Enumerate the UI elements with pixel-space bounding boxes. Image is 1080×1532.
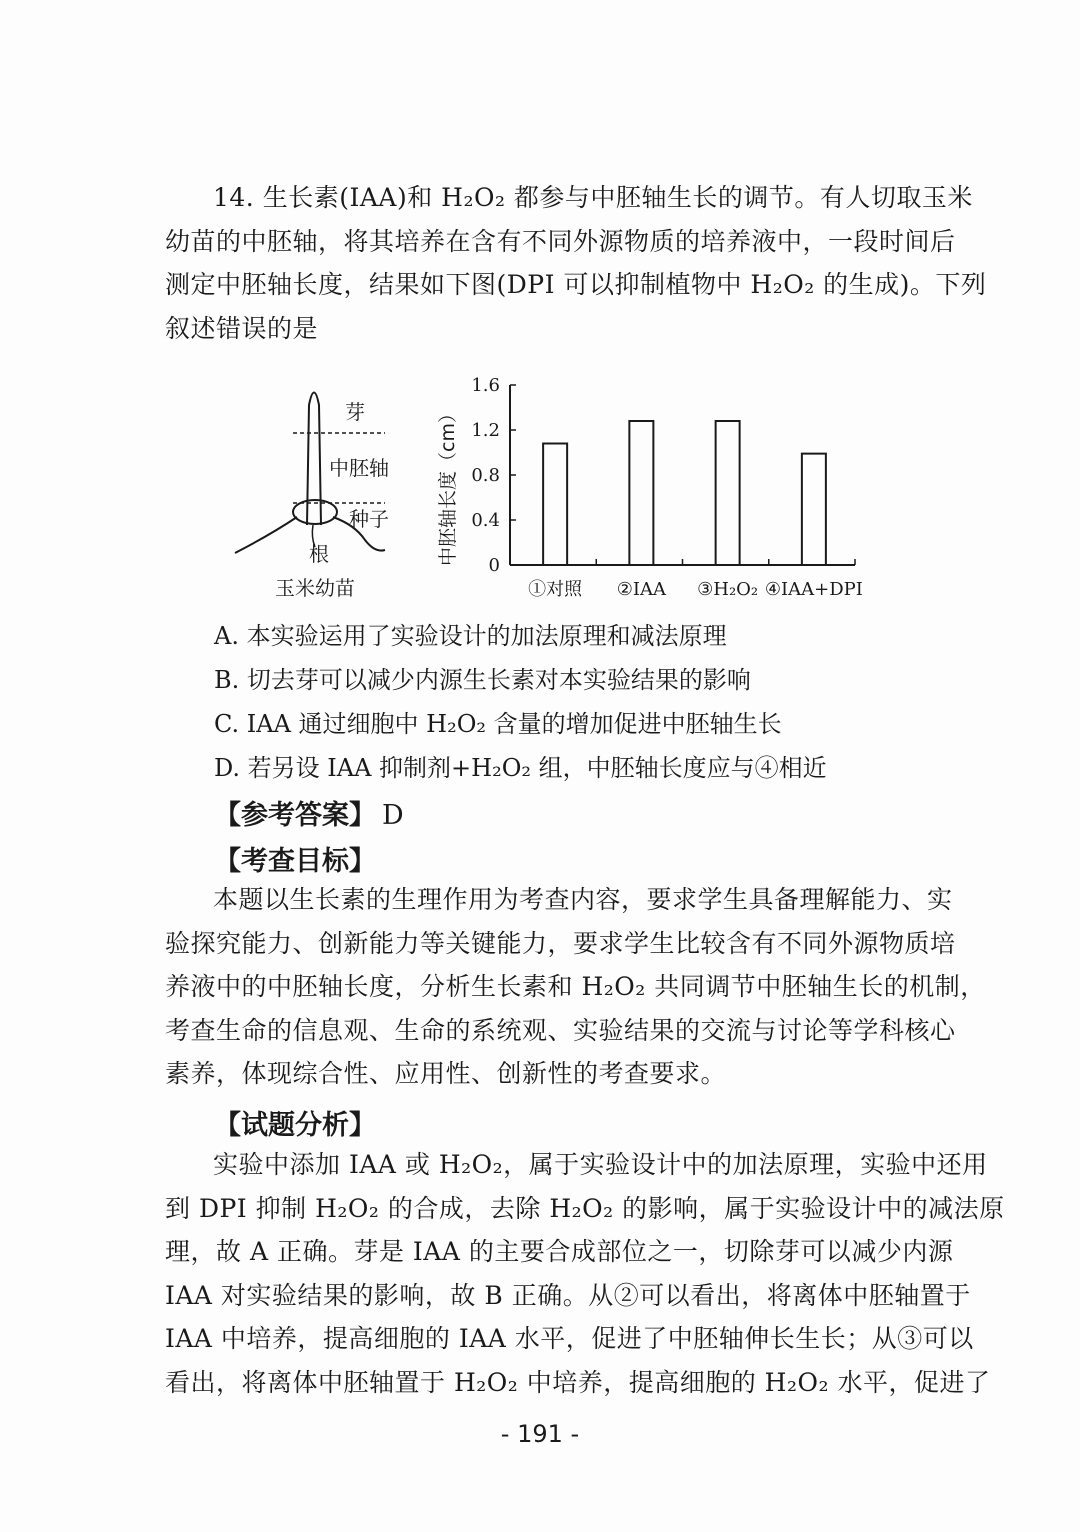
option-b: B. 切去芽可以减少内源生长素对本实验结果的影响	[214, 666, 751, 694]
mesocotyl-length-chart	[430, 370, 870, 610]
y-tick-label: 0.4	[471, 510, 500, 531]
question-line: 叙述错误的是	[165, 313, 319, 343]
page-number: - 191 -	[500, 1420, 580, 1448]
bar	[629, 421, 653, 565]
seedling-figure	[225, 375, 415, 605]
analysis-line: 到 DPI 抑制 H₂O₂ 的合成，去除 H₂O₂ 的影响，属于实验设计中的减法原	[165, 1193, 1005, 1223]
analysis-line: 理，故 A 正确。芽是 IAA 的主要合成部位之一，切除芽可以减少内源	[165, 1237, 954, 1266]
objective-line: 考查生命的信息观、生命的系统观、实验结果的交流与讨论等学科核心	[165, 1015, 956, 1045]
bar	[716, 421, 740, 565]
bar	[802, 454, 826, 565]
y-tick-label: 0	[488, 555, 500, 576]
figure-caption: 玉米幼苗	[275, 576, 355, 600]
label-mesocotyl: 中胚轴	[329, 456, 389, 480]
analysis-text	[165, 1143, 1005, 1404]
y-axis-label: 中胚轴长度（cm）	[437, 404, 459, 566]
y-tick-label: 1.6	[471, 375, 500, 396]
seedling-shoot	[307, 393, 321, 526]
analysis-line: 看出，将离体中胚轴置于 H₂O₂ 中培养，提高细胞的 H₂O₂ 水平，促进了	[165, 1367, 991, 1397]
answer-section	[214, 793, 404, 832]
label-seed: 种子	[349, 507, 389, 531]
x-tick-label: ③H₂O₂	[697, 579, 759, 600]
answer-heading: 【参考答案】	[214, 800, 376, 831]
question-line: 14. 生长素(IAA)和 H₂O₂ 都参与中胚轴生长的调节。有人切取玉米	[213, 183, 973, 212]
question-stem	[165, 176, 987, 350]
label-bud: 芽	[345, 400, 365, 424]
chart-ticks	[471, 375, 863, 600]
option-c: C. IAA 通过细胞中 H₂O₂ 含量的增加促进中胚轴生长	[214, 710, 782, 738]
objective-line: 养液中的中胚轴长度，分析生长素和 H₂O₂ 共同调节中胚轴生长的机制，	[165, 972, 986, 1001]
analysis-heading: 【试题分析】	[214, 1110, 376, 1141]
objective-line: 验探究能力、创新能力等关键能力，要求学生比较含有不同外源物质培	[165, 928, 956, 958]
label-root: 根	[309, 542, 329, 566]
option-d: D. 若另设 IAA 抑制剂+H₂O₂ 组，中胚轴长度应与④相近	[214, 754, 827, 782]
x-tick-label: ②IAA	[616, 579, 666, 600]
analysis-line: IAA 对实验结果的影响，故 B 正确。从②可以看出，将离体中胚轴置于	[165, 1280, 971, 1310]
option-a: A. 本实验运用了实验设计的加法原理和减法原理	[214, 622, 727, 650]
question-line: 幼苗的中胚轴，将其培养在含有不同外源物质的培养液中，一段时间后	[165, 226, 956, 256]
objective-heading: 【考查目标】	[214, 846, 376, 877]
objective-line: 素养，体现综合性、应用性、创新性的考查要求。	[165, 1059, 727, 1088]
objective-text	[165, 878, 986, 1096]
root-left	[235, 517, 297, 553]
chart-axes	[510, 385, 855, 565]
analysis-line: IAA 中培养，提高细胞的 IAA 水平，促进了中胚轴伸长生长；从③可以	[165, 1324, 974, 1353]
analysis-line: 实验中添加 IAA 或 H₂O₂，属于实验设计中的加法原理，实验中还用	[213, 1150, 988, 1179]
chart-bars	[543, 421, 826, 565]
y-tick-label: 0.8	[471, 465, 500, 486]
bar	[543, 444, 567, 566]
objective-line: 本题以生长素的生理作用为考查内容，要求学生具备理解能力、实	[213, 885, 953, 914]
x-tick-label: ①对照	[528, 579, 583, 600]
question-line: 测定中胚轴长度，结果如下图(DPI 可以抑制植物中 H₂O₂ 的生成)。下列	[165, 270, 987, 299]
answer-value: D	[382, 800, 404, 831]
y-tick-label: 1.2	[471, 420, 500, 441]
x-tick-label: ④IAA+DPI	[764, 579, 863, 600]
